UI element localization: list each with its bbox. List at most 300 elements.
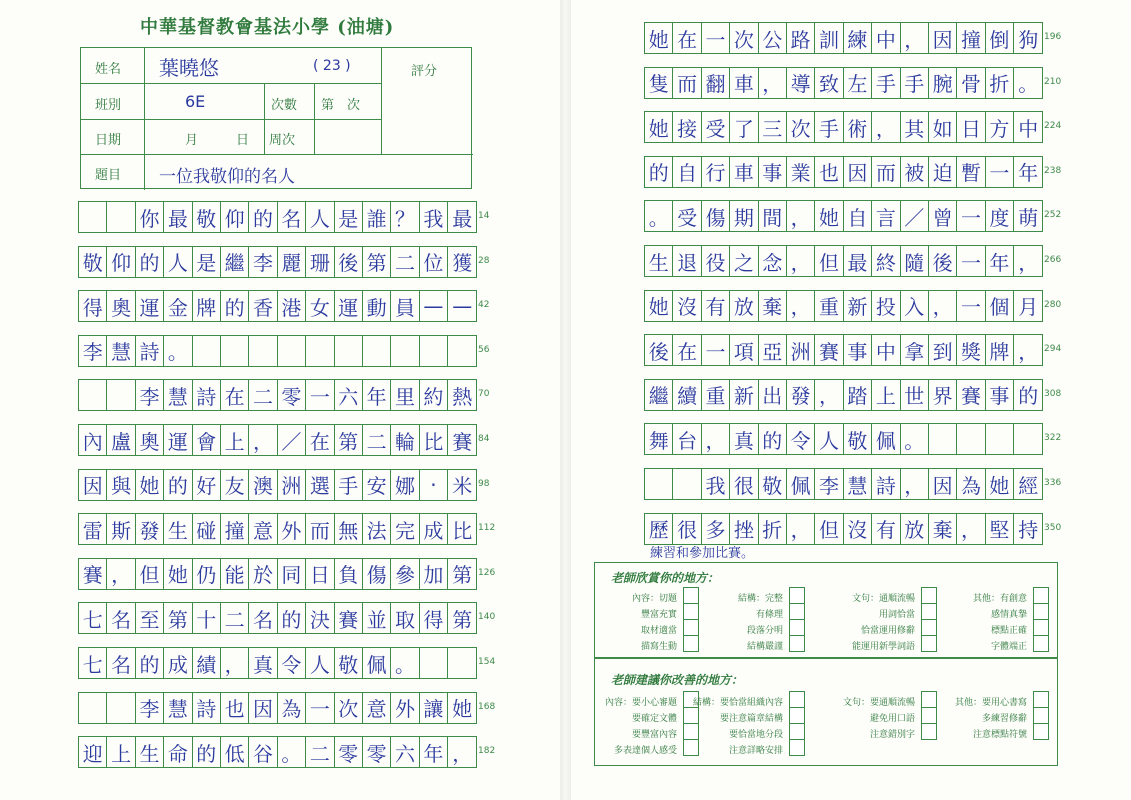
row-count: 56 (478, 344, 490, 355)
feedback-checkbox[interactable] (1033, 691, 1049, 708)
grid-cell: ， (929, 291, 957, 321)
grid-cell: 仰 (107, 247, 135, 277)
grid-cell: 上 (107, 737, 135, 767)
grid-cell: 的 (1018, 384, 1039, 409)
grid-cell: 日 (306, 559, 334, 589)
feedback-checkbox[interactable] (921, 635, 937, 652)
grid-cell: 得 (79, 291, 107, 321)
grid-cell: ， (1018, 339, 1039, 364)
class-label: 班別 (95, 98, 122, 113)
grid-cell: 獲 (452, 251, 473, 276)
feedback-item: 其他：有創意 (972, 594, 1027, 604)
grid-cell (420, 648, 448, 678)
feedback-checkbox[interactable] (683, 739, 699, 756)
grid-cell: 敬 (844, 424, 872, 454)
grid-cell (249, 336, 277, 366)
grid-cell: 因 (929, 469, 957, 499)
grid-cell: 期 (730, 201, 758, 231)
grid-row (78, 246, 477, 278)
grid-cell: 翻 (702, 68, 730, 98)
grid-row (78, 602, 477, 634)
grid-cell: 入 (901, 291, 929, 321)
grid-cell: 如 (929, 112, 957, 142)
grid-cell: 人 (306, 202, 334, 232)
grid-cell: 傷 (363, 559, 391, 589)
row-count: 280 (1044, 299, 1062, 310)
feedback-checkbox[interactable] (683, 707, 699, 724)
grid-cell: ， (787, 246, 815, 276)
grid-cell: 個 (986, 291, 1014, 321)
grid-cell: 隻 (645, 68, 673, 98)
feedback-checkbox[interactable] (789, 739, 805, 756)
grid-cell: 敬 (759, 469, 787, 499)
grid-row (644, 468, 1043, 500)
feedback-checkbox[interactable] (921, 587, 937, 604)
row-count: 28 (478, 255, 490, 266)
grid-cell: 言 (872, 201, 900, 231)
grid-cell (448, 336, 476, 366)
grid-cell: 人 (306, 648, 334, 678)
grid-cell: 她 (986, 469, 1014, 499)
feedback-item: 描寫生動 (640, 642, 677, 652)
feedback-checkbox[interactable] (789, 723, 805, 740)
feedback-checkbox[interactable] (921, 707, 937, 724)
day-label: 日 (236, 133, 250, 148)
grid-cell: 李 (249, 247, 277, 277)
grid-cell: ／ (278, 425, 306, 455)
grid-cell: 最 (452, 206, 473, 231)
grid-cell: 訓 (815, 23, 843, 53)
grid-cell: 中 (872, 23, 900, 53)
grid-cell: 十 (193, 603, 221, 633)
grid-cell: 賽 (452, 429, 473, 454)
grid-cell: 投 (872, 291, 900, 321)
grid-cell: 項 (730, 335, 758, 365)
grid-cell: 生 (164, 514, 192, 544)
grid-cell: 導 (787, 68, 815, 98)
grid-cell: 你 (136, 202, 164, 232)
grid-cell: 人 (815, 424, 843, 454)
feedback-checkbox[interactable] (789, 619, 805, 636)
book-gutter (560, 0, 571, 800)
grid-cell: 珊 (306, 247, 334, 277)
grid-cell (107, 693, 135, 723)
grid-cell: 米 (452, 474, 473, 499)
grid-cell: 間 (759, 201, 787, 231)
grid-cell: 員 (391, 291, 419, 321)
grid-cell: 世 (901, 380, 929, 410)
grid-cell (335, 336, 363, 366)
class-value: 6E (185, 92, 206, 111)
feedback-item: 內容：要小心審題 (604, 698, 677, 708)
grid-cell: 佩 (363, 648, 391, 678)
grid-cell: 友 (221, 470, 249, 500)
grid-cell: 暫 (957, 157, 985, 187)
grid-cell: 沒 (673, 291, 701, 321)
grid-cell: 零 (335, 737, 363, 767)
grid-cell: 慧 (164, 693, 192, 723)
row-count: 126 (478, 567, 496, 578)
grid-cell: 萌 (1018, 205, 1039, 230)
row-count: 308 (1044, 388, 1062, 399)
grid-row (644, 67, 1043, 99)
grid-cell: 約 (420, 380, 448, 410)
feedback-checkbox[interactable] (683, 603, 699, 620)
grid-cell: 慧 (844, 469, 872, 499)
row-count: 294 (1044, 344, 1062, 355)
grid-cell: 。 (645, 201, 673, 231)
student-name: 葉曉悠 (159, 56, 219, 80)
grid-cell: · (420, 470, 448, 500)
grid-cell: 上 (221, 425, 249, 455)
grid-cell: 在 (306, 425, 334, 455)
grid-cell: 名 (278, 202, 306, 232)
grid-cell (306, 336, 334, 366)
feedback-checkbox[interactable] (921, 603, 937, 620)
grid-cell: 李 (136, 380, 164, 410)
grid-cell: 一 (306, 693, 334, 723)
grid-cell (420, 336, 448, 366)
feedback-item: 注意標點符號 (972, 730, 1027, 740)
grid-cell: 而 (306, 514, 334, 544)
grid-cell: 她 (136, 470, 164, 500)
feedback-checkbox[interactable] (683, 619, 699, 636)
grid-cell: 負 (335, 559, 363, 589)
feedback-item: 要恰當地分段 (728, 730, 783, 740)
grid-cell: 女 (306, 291, 334, 321)
grid-cell: 能 (221, 559, 249, 589)
grid-cell: 三 (759, 112, 787, 142)
grid-cell: 方 (986, 112, 1014, 142)
feedback-checkbox[interactable] (1033, 723, 1049, 740)
row-count: 252 (1044, 210, 1062, 221)
feedback-checkbox[interactable] (789, 707, 805, 724)
feedback-checkbox[interactable] (921, 619, 937, 636)
feedback-item: 要確定文體 (631, 714, 677, 724)
grid-cell (278, 336, 306, 366)
grid-row (78, 379, 477, 411)
grid-cell: 在 (673, 335, 701, 365)
row-count: 238 (1044, 165, 1062, 176)
school-title: 中華基督教會基法小學 (油塘) (140, 17, 395, 38)
grid-cell: 沒 (844, 514, 872, 544)
row-count: 84 (478, 434, 490, 444)
grid-cell: 零 (278, 380, 306, 410)
grid-cell: 讓 (420, 693, 448, 723)
feedback-checkbox[interactable] (1033, 603, 1049, 620)
topic-label: 題目 (95, 168, 122, 183)
grid-cell: ， (759, 68, 787, 98)
grid-row (78, 290, 477, 322)
grid-cell (645, 469, 673, 499)
grid-row (644, 245, 1043, 277)
feedback-item: 多練習修辭 (981, 714, 1027, 724)
grid-cell: 界 (929, 380, 957, 410)
grid-cell: 麗 (278, 247, 306, 277)
feedback-item: 注意詳略安排 (728, 746, 783, 756)
grid-cell: 日 (957, 112, 985, 142)
grid-cell: 斯 (107, 514, 135, 544)
grid-cell: 手 (872, 68, 900, 98)
grid-cell: 挫 (730, 514, 758, 544)
grid-cell: 自 (844, 201, 872, 231)
feedback-item: 字體端正 (990, 642, 1027, 652)
feedback-checkbox[interactable] (1033, 707, 1049, 724)
grid-cell: 。 (278, 737, 306, 767)
grid-cell: 命 (164, 737, 192, 767)
grid-cell: 運 (164, 425, 192, 455)
grid-cell: 腕 (929, 68, 957, 98)
grid-cell: 好 (193, 470, 221, 500)
grid-cell: 後 (335, 247, 363, 277)
feedback-item: 感情真摯 (990, 610, 1027, 620)
grid-cell: 很 (673, 514, 701, 544)
grid-cell: 折 (759, 514, 787, 544)
feedback-item: 段落分明 (746, 626, 783, 636)
grid-cell: ， (787, 291, 815, 321)
feedback-checkbox[interactable] (789, 635, 805, 652)
grid-cell (107, 202, 135, 232)
grid-cell: 牌 (193, 291, 221, 321)
grid-cell: 比 (452, 518, 473, 543)
grid-cell: 了 (730, 112, 758, 142)
grid-cell (1014, 424, 1042, 454)
grid-cell: 亞 (759, 335, 787, 365)
grid-cell: 二 (221, 603, 249, 633)
feedback-checkbox[interactable] (1033, 619, 1049, 636)
grid-cell: ／ (901, 201, 929, 231)
grid-cell: 真 (730, 424, 758, 454)
grid-cell: ， (815, 380, 843, 410)
grid-cell: 決 (306, 603, 334, 633)
grid-cell: 選 (306, 470, 334, 500)
feedback-checkbox[interactable] (789, 587, 805, 604)
grid-cell: 手 (335, 470, 363, 500)
grid-cell: 運 (136, 291, 164, 321)
grid-row (644, 22, 1043, 54)
left-page (0, 0, 560, 800)
row-count: 154 (478, 657, 496, 667)
grid-cell: ， (221, 648, 249, 678)
grid-cell: 第 (164, 603, 192, 633)
grid-cell: 詩 (136, 336, 164, 366)
grid-row (78, 736, 477, 768)
grid-cell: 人 (164, 247, 192, 277)
grid-cell: 年 (363, 380, 391, 410)
grid-cell: ， (787, 201, 815, 231)
grid-cell: 練 (844, 23, 872, 53)
grid-cell: 香 (249, 291, 277, 321)
grid-cell: 新 (730, 380, 758, 410)
grid-cell: 手 (901, 68, 929, 98)
grid-cell: 谷 (249, 737, 277, 767)
grid-cell: 真 (249, 648, 277, 678)
grid-cell: 第 (335, 425, 363, 455)
grid-cell: 一 (986, 157, 1014, 187)
grid-cell: 雷 (79, 514, 107, 544)
feedback-checkbox[interactable] (1033, 635, 1049, 652)
grid-cell: 詩 (872, 469, 900, 499)
grid-cell: 誰 (363, 202, 391, 232)
grid-cell: 迎 (79, 737, 107, 767)
row-count: 182 (478, 746, 496, 757)
grid-cell: 運 (335, 291, 363, 321)
grid-cell: 折 (986, 68, 1014, 98)
grid-cell: 她 (645, 23, 673, 53)
grid-cell: 撞 (221, 514, 249, 544)
grid-cell: 同 (278, 559, 306, 589)
grid-cell: 她 (815, 201, 843, 231)
grid-cell: 碰 (193, 514, 221, 544)
grid-cell: 得 (420, 603, 448, 633)
grid-cell: 倒 (986, 23, 1014, 53)
grid-cell: ， (901, 23, 929, 53)
grid-cell: 受 (673, 201, 701, 231)
grid-cell: 有 (872, 514, 900, 544)
grid-cell: 因 (844, 157, 872, 187)
grid-cell: 奧 (107, 291, 135, 321)
feedback-item: 有條理 (755, 610, 783, 620)
grid-cell: 成 (420, 514, 448, 544)
grid-cell: 里 (391, 380, 419, 410)
row-count: 336 (1044, 478, 1062, 488)
feedback-checkbox[interactable] (789, 691, 805, 708)
feedback-checkbox[interactable] (921, 691, 937, 708)
grid-cell: — (452, 294, 473, 319)
grid-cell: 加 (420, 559, 448, 589)
feedback-checkbox[interactable] (1033, 587, 1049, 604)
grid-cell: 低 (221, 737, 249, 767)
grid-cell: 因 (79, 470, 107, 500)
grid-cell: 佩 (872, 424, 900, 454)
grid-cell: 六 (391, 737, 419, 767)
grid-cell: 內 (79, 425, 107, 455)
grid-cell: 奧 (136, 425, 164, 455)
feedback-checkbox[interactable] (683, 723, 699, 740)
grid-cell: 的 (136, 648, 164, 678)
feedback-item: 文句：要通順流暢 (842, 698, 915, 708)
grid-cell: 港 (278, 291, 306, 321)
grid-cell: 手 (815, 112, 843, 142)
grid-cell: 自 (673, 157, 701, 187)
grid-cell: 令 (278, 648, 306, 678)
grid-cell: 七 (79, 648, 107, 678)
grid-cell (929, 424, 957, 454)
grid-cell (957, 424, 985, 454)
grid-cell (107, 380, 135, 410)
grid-cell: 。 (901, 424, 929, 454)
grid-cell: 路 (787, 23, 815, 53)
grid-cell (79, 202, 107, 232)
grid-row (78, 469, 477, 501)
grid-cell: 娜 (391, 470, 419, 500)
row-count: 266 (1044, 255, 1062, 265)
grid-cell: 她 (645, 291, 673, 321)
attempt-label: 次數 (271, 98, 298, 113)
grid-cell: 狗 (1018, 27, 1039, 52)
grid-cell: 。 (164, 336, 192, 366)
grid-cell: 的 (759, 424, 787, 454)
improve-title: 老師建議你改善的地方： (611, 673, 744, 687)
grid-cell: 持 (1018, 518, 1039, 543)
grid-row (644, 111, 1043, 143)
row-count: 14 (478, 211, 490, 221)
grid-cell: 度 (986, 201, 1014, 231)
grid-cell: 但 (815, 514, 843, 544)
feedback-checkbox[interactable] (683, 587, 699, 604)
feedback-item: 要注意篇章結構 (719, 714, 783, 724)
feedback-checkbox[interactable] (789, 603, 805, 620)
grid-cell: 金 (164, 291, 192, 321)
grid-cell: 李 (136, 693, 164, 723)
grid-cell: 慧 (107, 336, 135, 366)
feedback-item: 取材適當 (640, 626, 677, 636)
grid-cell: 二 (391, 247, 419, 277)
grid-cell: ， (107, 559, 135, 589)
grid-cell: 而 (673, 68, 701, 98)
attempt-value: 第 次 (321, 98, 361, 113)
grid-cell: 退 (673, 246, 701, 276)
grid-cell: 年 (986, 246, 1014, 276)
grid-cell (79, 693, 107, 723)
grid-cell: 成 (164, 648, 192, 678)
grid-cell: 她 (645, 112, 673, 142)
grid-cell: 重 (702, 380, 730, 410)
grid-cell: 慧 (164, 380, 192, 410)
grid-cell: 拿 (901, 335, 929, 365)
grid-cell: 生 (645, 246, 673, 276)
grid-cell: 多 (702, 514, 730, 544)
grid-row (78, 647, 477, 679)
grid-row (644, 200, 1043, 232)
row-count: 42 (478, 300, 490, 311)
feedback-checkbox[interactable] (921, 723, 937, 740)
grid-cell: 年 (1018, 161, 1039, 186)
row-count: 70 (478, 389, 490, 400)
grid-row (644, 513, 1043, 545)
grid-cell (986, 424, 1014, 454)
feedback-item: 避免用口語 (869, 714, 915, 724)
grid-cell: — (420, 291, 448, 321)
grid-cell: 致 (815, 68, 843, 98)
grid-cell: ， (957, 514, 985, 544)
grid-cell: 二 (363, 425, 391, 455)
grid-cell: 公 (759, 23, 787, 53)
feedback-item: 恰當運用修辭 (860, 626, 915, 636)
grid-cell: 左 (844, 68, 872, 98)
grid-cell: ， (249, 425, 277, 455)
feedback-checkbox[interactable] (683, 635, 699, 652)
row-count: 196 (1044, 32, 1062, 42)
student-number: ( 23 ) (313, 58, 351, 74)
grid-cell: 令 (787, 424, 815, 454)
grid-cell: 詩 (193, 693, 221, 723)
grid-cell: 於 (249, 559, 277, 589)
row-count: 112 (478, 523, 496, 534)
grid-cell: 敬 (193, 202, 221, 232)
grid-cell: 重 (815, 291, 843, 321)
grid-cell: 澳 (249, 470, 277, 500)
grid-row (78, 335, 477, 367)
grid-cell: 月 (1018, 295, 1039, 320)
grid-cell: 隨 (901, 246, 929, 276)
grid-cell: ， (872, 112, 900, 142)
grid-cell: 因 (249, 693, 277, 723)
grid-cell: 敬 (79, 247, 107, 277)
grid-cell: 洲 (278, 470, 306, 500)
feedback-item: 標點正確 (990, 626, 1027, 636)
feedback-item: 多表達個人感受 (613, 746, 677, 756)
